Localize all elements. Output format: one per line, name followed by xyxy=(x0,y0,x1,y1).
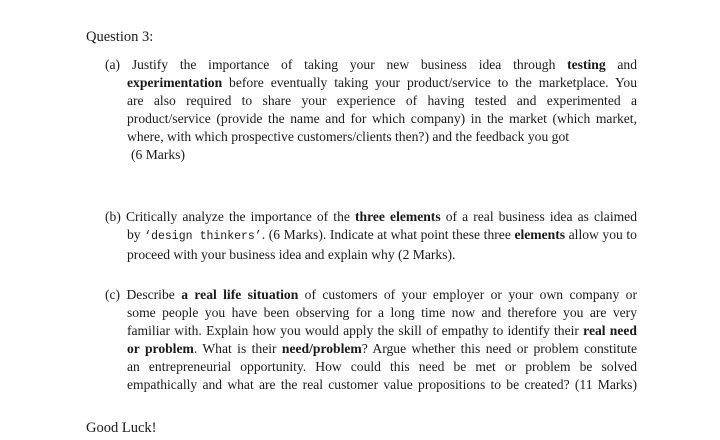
qc-line-2: some people you have been observing for a long time now and therefore you are very xyxy=(127,305,637,320)
qb-text: . (6 Marks). Indicate at what point these three xyxy=(261,227,515,242)
qb-text: (b) Critically analyze the importance of the xyxy=(105,209,355,224)
qa-marks: (6 Marks) xyxy=(131,147,185,162)
qc-keyword-or-problem: or problem xyxy=(127,341,194,356)
qa-line-1 xyxy=(105,56,637,74)
qa-keyword-testing: testing xyxy=(567,57,606,72)
qb-keyword-elements: elements xyxy=(514,227,566,242)
qc-keyword-real-need: real need xyxy=(583,323,637,338)
qb-line-3: proceed with your business idea and explain why (2 Marks). xyxy=(127,247,456,262)
qc-line-1 xyxy=(105,286,637,304)
qc-text: . What is their xyxy=(193,341,282,356)
qa-text: (a) Justify the importance of taking your new business idea through xyxy=(105,57,568,72)
qc-text: of customers of your employer or your own company or xyxy=(298,287,637,302)
qc-line-5: an entrepreneurial opportunity. How could this need be met or problem be solved xyxy=(127,359,637,374)
qb-text: of a real business idea as claimed xyxy=(440,209,638,224)
qb-text: allow you to xyxy=(565,227,637,242)
closing-text: Good Luck! xyxy=(86,420,157,436)
qc-line-3 xyxy=(105,322,637,340)
qc-line-4 xyxy=(105,340,637,358)
qc-text: (c) Describe xyxy=(105,287,182,302)
question-heading: Question 3: xyxy=(86,29,154,45)
qc-text: ? Argue whether this need or problem constitute xyxy=(361,341,637,356)
qb-keyword-three-elements: three elements xyxy=(355,209,441,224)
qa-text: and xyxy=(605,57,638,72)
qc-line-6: empathically and what are the real customer value propositions to be created? (11 Marks) xyxy=(127,377,637,392)
qa-line-5: where, with which prospective customers/clients then?) and the feedback you got xyxy=(127,129,570,144)
qa-line-2 xyxy=(105,74,637,92)
qb-text: by xyxy=(127,227,145,242)
qb-line-2 xyxy=(105,226,637,246)
qb-design-thinkers: ‘design thinkers’ xyxy=(144,230,262,243)
question-part-c xyxy=(105,286,637,394)
qc-text: familiar with. Explain how you would apply the skill of empathy to identify their xyxy=(127,323,584,338)
qa-text: before eventually taking your product/service to the marketplace. You xyxy=(222,75,637,90)
question-part-b xyxy=(105,208,637,264)
qc-keyword-need-problem: need/problem xyxy=(281,341,362,356)
qa-keyword-experimentation: experimentation xyxy=(127,75,223,90)
question-part-a xyxy=(105,56,637,164)
qa-line-3: are also required to share your experience of having tested and experimented a xyxy=(127,93,637,108)
qc-keyword-real-life-situation: a real life situation xyxy=(181,287,299,302)
qa-line-4: product/service (provide the name and for which company) in the market (which market, xyxy=(127,111,637,126)
qb-line-1 xyxy=(105,208,637,226)
